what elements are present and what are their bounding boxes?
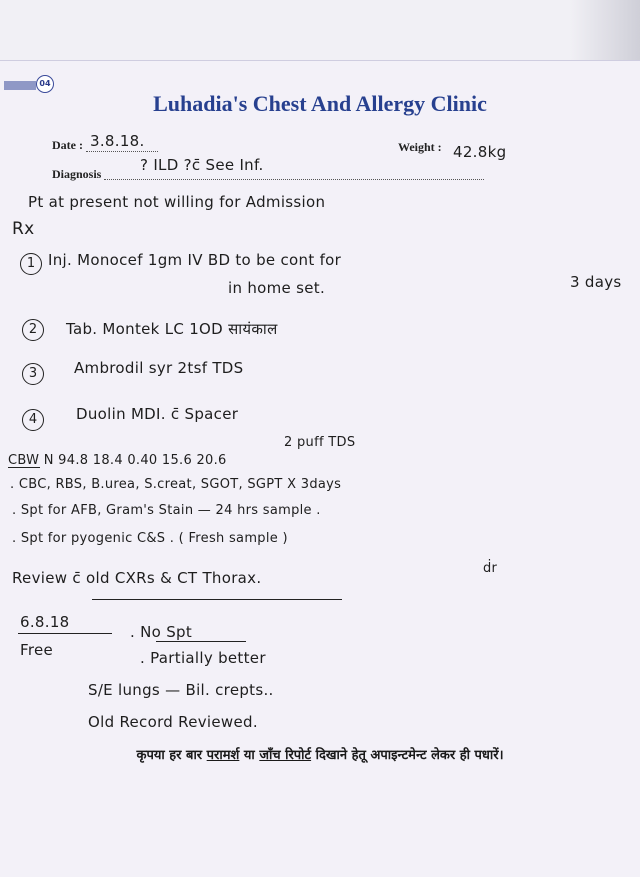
followup-free: Free [20, 641, 54, 659]
followup-note-2: . Partially better [140, 649, 266, 667]
footer-appointment-note [0, 745, 640, 763]
page-number-badge: 04 [36, 75, 54, 93]
diagnosis-label: Diagnosis [52, 167, 102, 181]
item-1-duration: 3 days [570, 273, 622, 291]
weight-label: Weight : [398, 140, 442, 154]
date-label: Date : [52, 138, 83, 152]
diagnosis-value: ? ILD ?c̄ See Inf. [140, 156, 264, 174]
footer-report: जाँच रिपोर्ट [259, 748, 312, 763]
item-2-number: 2 [22, 319, 44, 341]
item-3-line: Ambrodil syr 2tsf TDS [74, 359, 244, 377]
weight-value: 42.8kg [453, 143, 507, 161]
prescription-page [0, 60, 640, 877]
item-1-line-b: in home set. [228, 279, 326, 297]
footer-consult: परामर्श [206, 748, 240, 763]
diagnosis-dotted-line [104, 179, 484, 180]
item-2-line: Tab. Montek LC 1OD सायंकाल [66, 320, 278, 338]
note-patient-status: Pt at present not willing for Admission [28, 193, 326, 211]
scan-top-margin [0, 0, 640, 60]
followup-note-1-underline [156, 641, 246, 642]
item-4-number: 4 [22, 409, 44, 431]
followup-note-4: Old Record Reviewed. [88, 713, 258, 731]
item-4-dose: 2 puff TDS [284, 435, 356, 450]
date-value: 3.8.18. [90, 132, 145, 150]
rx-symbol: Rx [12, 219, 35, 239]
test-line-1: . CBC, RBS, B.urea, S.creat, SGOT, SGPT X 3days [10, 477, 342, 492]
cbc-values: CBW N 94.8 18.4 0.40 15.6 20.6 [8, 453, 227, 468]
test-line-3: . Spt for pyogenic C&S . ( Fresh sample ) [12, 531, 288, 546]
followup-date-underline [18, 633, 112, 634]
item-4-line: Duolin MDI. c̄ Spacer [76, 405, 239, 423]
item-1-number: 1 [20, 253, 42, 275]
scan-shadow [570, 0, 640, 60]
doctor-initial: ḋr [483, 561, 498, 576]
date-dotted-line [86, 151, 158, 152]
followup-date: 6.8.18 [20, 613, 70, 631]
followup-note-3: S/E lungs — Bil. crepts.. [88, 681, 274, 699]
footer-text-pre: कृपया हर बार [136, 748, 207, 763]
item-1-line-a: Inj. Monocef 1gm IV BD to be cont for [48, 251, 342, 269]
clinic-title: Luhadia's Chest And Allergy Clinic [153, 91, 487, 116]
review-note: Review c̄ old CXRs & CT Thorax. [12, 569, 262, 587]
footer-text-mid: या [239, 748, 260, 763]
page-tab-bar [4, 81, 36, 90]
test-line-2: . Spt for AFB, Gram's Stain — 24 hrs sample . [12, 503, 321, 518]
footer-text-post: दिखाने हेतू अपाइन्टमेन्ट लेकर ही पधारें। [311, 748, 504, 763]
item-3-number: 3 [22, 363, 44, 385]
cbc-underline [8, 467, 40, 468]
followup-note-1: . No Spt [130, 623, 193, 641]
section-separator [92, 599, 342, 600]
